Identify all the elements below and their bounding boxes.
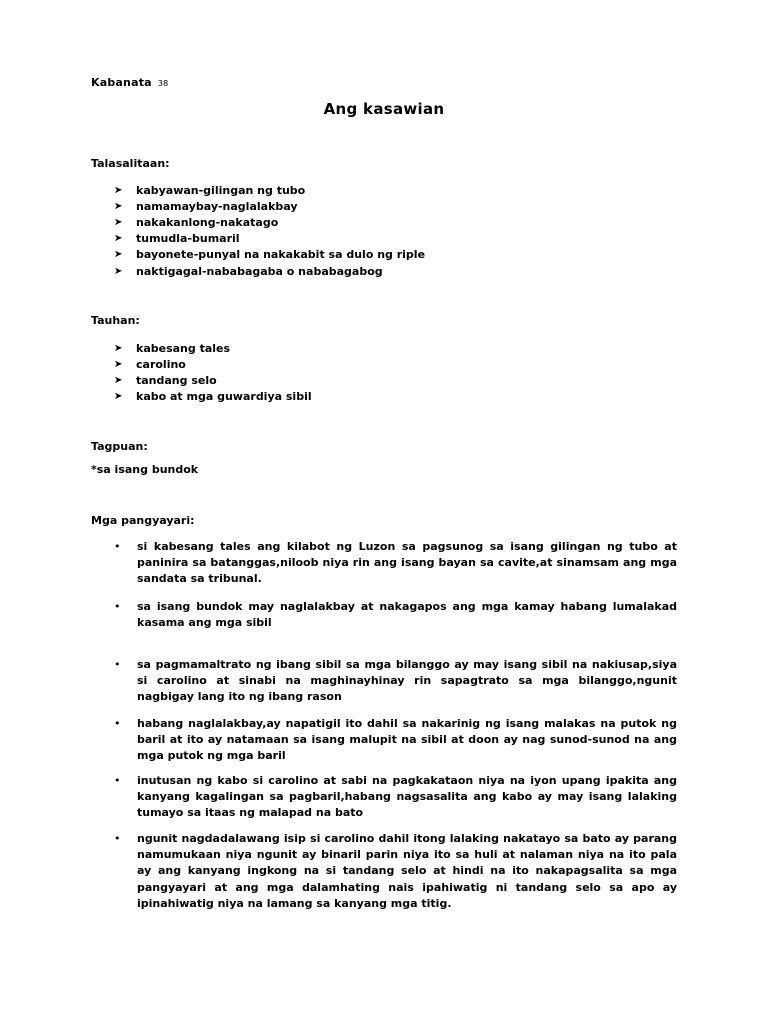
bullet-icon: • xyxy=(114,832,121,845)
characters-list xyxy=(114,340,312,405)
arrow-bullet-icon: ➤ xyxy=(114,184,123,196)
character-item xyxy=(114,389,312,405)
arrow-bullet-icon: ➤ xyxy=(114,233,123,245)
character-item xyxy=(114,372,312,388)
vocabulary-item xyxy=(114,247,425,263)
chapter-number: 38 xyxy=(157,79,169,88)
arrow-bullet-icon: ➤ xyxy=(114,216,123,228)
bullet-icon: • xyxy=(114,658,121,671)
arrow-bullet-icon: ➤ xyxy=(114,391,123,403)
setting-heading: Tagpuan: xyxy=(91,440,148,453)
event-item-text: habang naglalakbay,ay napatigil ito dahil sa nakarinig ng isang malakas na putok ng baril at ito ay natamaan sa isang malupit na sibil at doon ay nag sunod-sunod na ang mga putok ng mga baril xyxy=(137,717,677,763)
bullet-icon: • xyxy=(114,774,121,787)
character-item-text: kabesang tales xyxy=(136,341,231,355)
characters-heading: Tauhan: xyxy=(91,314,140,327)
character-item-text: tandang selo xyxy=(136,373,217,387)
vocabulary-heading: Talasalitaan: xyxy=(91,157,170,170)
event-item-text: sa pagmamaltrato ng ibang sibil sa mga bilanggo ay may isang sibil na nakiusap,siya si carolino at sinabi na maghinayhinay rin sapagtrato sa mga bilanggo,ngunit nagbigay lang ito ng ibang rason xyxy=(137,658,677,704)
arrow-bullet-icon: ➤ xyxy=(114,342,123,354)
vocabulary-item-text: naktigagal-nababagaba o nababagabog xyxy=(136,264,383,278)
bullet-icon: • xyxy=(114,600,121,613)
vocabulary-item xyxy=(114,198,425,214)
arrow-bullet-icon: ➤ xyxy=(114,249,123,261)
page-title: Ang kasawian xyxy=(323,100,445,118)
vocabulary-item xyxy=(114,182,425,198)
event-item-text: si kabesang tales ang kilabot ng Luzon sa pagsunog sa isang gilingan ng tubo at paninira sa batanggas,niloob niya rin ang isang bayan sa cavite,at sinamsam ang mga sandata sa tribunal. xyxy=(137,540,677,586)
chapter-label xyxy=(91,76,168,89)
event-item-text: inutusan ng kabo si carolino at sabi na pagkakataon niya na iyon upang ipakita ang kanyang kagalingan sa pagbaril,habang nagsasalita ang kabo ay may isang lalaking tumayo sa itaas ng malapad na bato xyxy=(137,774,677,820)
character-item-text: carolino xyxy=(136,357,186,371)
vocabulary-item-text: namamaybay-naglalakbay xyxy=(136,199,298,213)
setting-text: *sa isang bundok xyxy=(91,463,199,476)
arrow-bullet-icon: ➤ xyxy=(114,358,123,370)
bullet-icon: • xyxy=(114,717,121,730)
event-item-text: ngunit nagdadalawang isip si carolino dahil itong lalaking nakatayo sa bato ay parang namumukaan niya ngunit ay binaril parin niya ito sa huli at nalaman niya na ito pala ay ang kanyang ingkong na si tandang selo at hindi na ito nakapagsalita sa mga pangyayari at ang mga dalamhating nais ipahiwatig ni tandang selo sa apo ay ipinahiwatig niya na lamang sa kanyang mga titig. xyxy=(137,832,677,910)
arrow-bullet-icon: ➤ xyxy=(114,265,123,277)
vocabulary-item-text: tumudla-bumaril xyxy=(136,232,240,246)
character-item xyxy=(114,340,312,356)
bullet-icon: • xyxy=(114,540,121,553)
vocabulary-list xyxy=(114,182,425,279)
vocabulary-item-text: bayonete-punyal na nakakabit sa dulo ng riple xyxy=(136,248,426,262)
event-item-text: sa isang bundok may naglalakbay at nakagapos ang mga kamay habang lumalakad kasama ang mga sibil xyxy=(137,600,677,630)
chapter-label-text: Kabanata xyxy=(91,76,152,89)
vocabulary-item xyxy=(114,263,425,279)
vocabulary-item xyxy=(114,231,425,247)
arrow-bullet-icon: ➤ xyxy=(114,374,123,386)
character-item-text: kabo at mga guwardiya sibil xyxy=(136,390,312,404)
character-item xyxy=(114,356,312,372)
arrow-bullet-icon: ➤ xyxy=(114,200,123,212)
vocabulary-item-text: nakakanlong-nakatago xyxy=(136,215,279,229)
vocabulary-item xyxy=(114,214,425,230)
events-heading: Mga pangyayari: xyxy=(91,514,195,527)
vocabulary-item-text: kabyawan-gilingan ng tubo xyxy=(136,183,306,197)
